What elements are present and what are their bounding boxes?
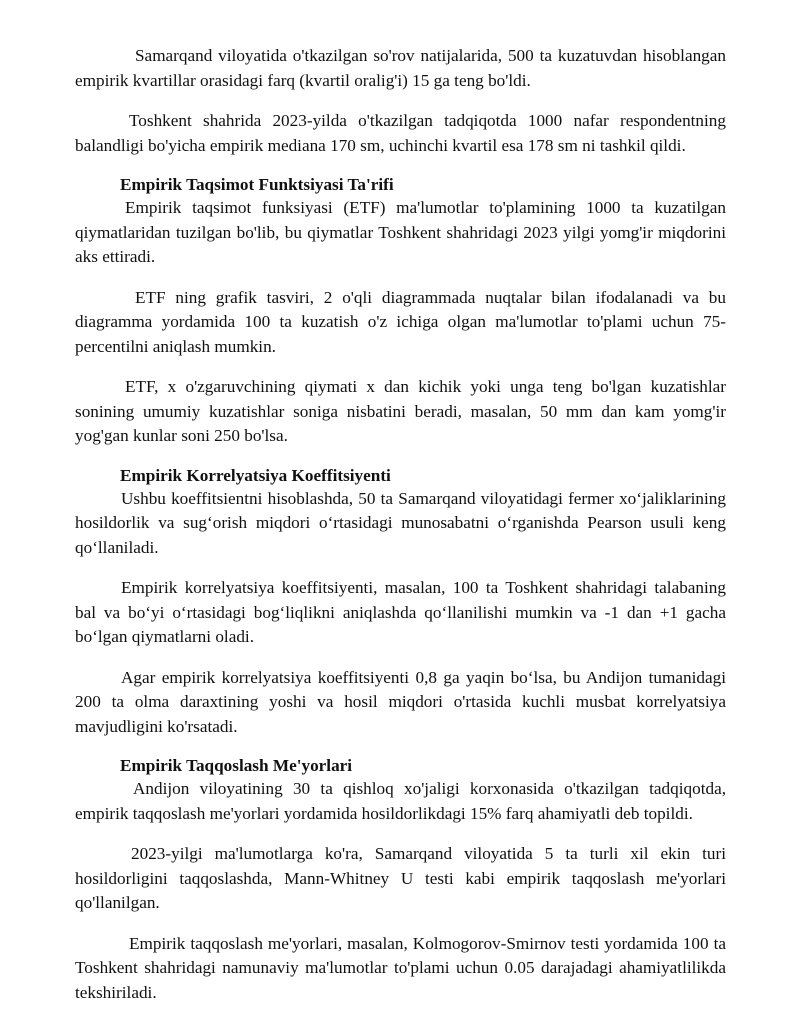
paragraph-spacer [75,449,726,465]
paragraph-spacer [75,739,726,755]
paragraph-spacer [75,916,726,932]
paragraph-etf-definition: Empirik taqsimot funksiyasi (ETF) ma'lumotlar to'plamining 1000 ta kuzatilgan qiymatlaridan tuzilgan bo'lib, bu qiymatlar Toshkent shahridagi 2023 yilgi yomg'ir miqdorini aks ettiradi. [75,198,726,266]
section-heading-comparison: Empirik Taqqoslash Me'yorlari [120,756,353,775]
paragraph-kolmogorov-smirnov: Empirik taqqoslash me'yorlari, masalan, Kolmogorov-Smirnov testi yordamida 100 ta Toshkent shahridagi namunaviy ma'lumotlar to'plami uchun 0.05 darajadagi ahamiyatlilikda tekshiriladi. [75,933,726,1002]
section-heading-etf: Empirik Taqsimot Funktsiyasi Ta'rifi [120,175,394,194]
paragraph-spacer [75,158,726,174]
paragraph-spacer [75,560,726,576]
paragraph-median-height: Toshkent shahrida 2023-yilda o'tkazilgan tadqiqotda 1000 nafar respondentning balandligi bo'yicha empirik mediana 170 sm, uchinchi kvartil esa 178 sm ni tashkil qildi. [75,111,726,155]
paragraph-etf-graph: ETF ning grafik tasviri, 2 o'qli diagrammada nuqtalar bilan ifodalanadi va bu diagramma yordamida 100 ta kuzatish o'z ichiga olgan ma'lumotlar to'plami uchun 75-percentilni aniqlash mumkin. [75,287,726,356]
paragraph-etf-ratio: ETF, x o'zgaruvchining qiymati x dan kichik yoki unga teng bo'lgan kuzatishlar sonining umumiy kuzatishlar soniga nisbatini beradi, masalan, 50 mm dan kam yomg'ir yog'gan kunlar soni 250 bo'lsa. [75,377,726,445]
paragraph-comparison-study: Andijon viloyatining 30 ta qishloq xo'jaligi korxonasida o'tkazilgan tadqiqotda, empirik taqqoslash me'yorlari yordamida hosildorlikdagi 15% farq ahamiyatli deb topildi. [75,779,726,823]
paragraph-spacer [75,93,726,109]
paragraph-spacer [75,826,726,842]
paragraph-correlation-range: Empirik korrelyatsiya koeffitsiyenti, masalan, 100 ta Toshkent shahridagi talabaning bal va bo‘yi o‘rtasidagi bog‘liqlikni aniqlashda qo‘llanilishi mumkin va -1 dan +1 gacha bo‘lgan qiymatlarni oladi. [75,578,726,646]
paragraph-spacer [75,359,726,375]
paragraph-correlation-strong: Agar empirik korrelyatsiya koeffitsiyenti 0,8 ga yaqin bo‘lsa, bu Andijon tumanidagi 200 ta olma daraxtining yoshi va hosil miqdori o'rtasida kuchli musbat korrelyatsiya mavjudligini ko'rsatadi. [75,667,726,736]
paragraph-pearson: Ushbu koeffitsientni hisoblashda, 50 ta Samarqand viloyatidagi fermer xo‘jaliklarining hosildorlik va sug‘orish miqdori o‘rtasidagi munosabatni o‘rganishda Pearson usuli keng qo‘llaniladi. [75,488,726,557]
paragraph-quartile-range: Samarqand viloyatida o'tkazilgan so'rov natijalarida, 500 ta kuzatuvdan hisoblangan empirik kvartillar orasidagi farq (kvartil oralig'i) 15 ga teng bo'ldi. [75,46,726,90]
paragraph-spacer [75,270,726,286]
paragraph-spacer [75,650,726,666]
section-heading-correlation: Empirik Korrelyatsiya Koeffitsiyenti [120,465,391,485]
paragraph-mann-whitney: 2023-yilgi ma'lumotlarga ko'ra, Samarqand viloyatida 5 ta turli xil ekin turi hosildorligini taqqoslashda, Mann-Whitney U testi kabi empirik taqqoslash me'yorlari qo'llanilgan. [75,844,726,912]
document-page [75,44,726,1005]
